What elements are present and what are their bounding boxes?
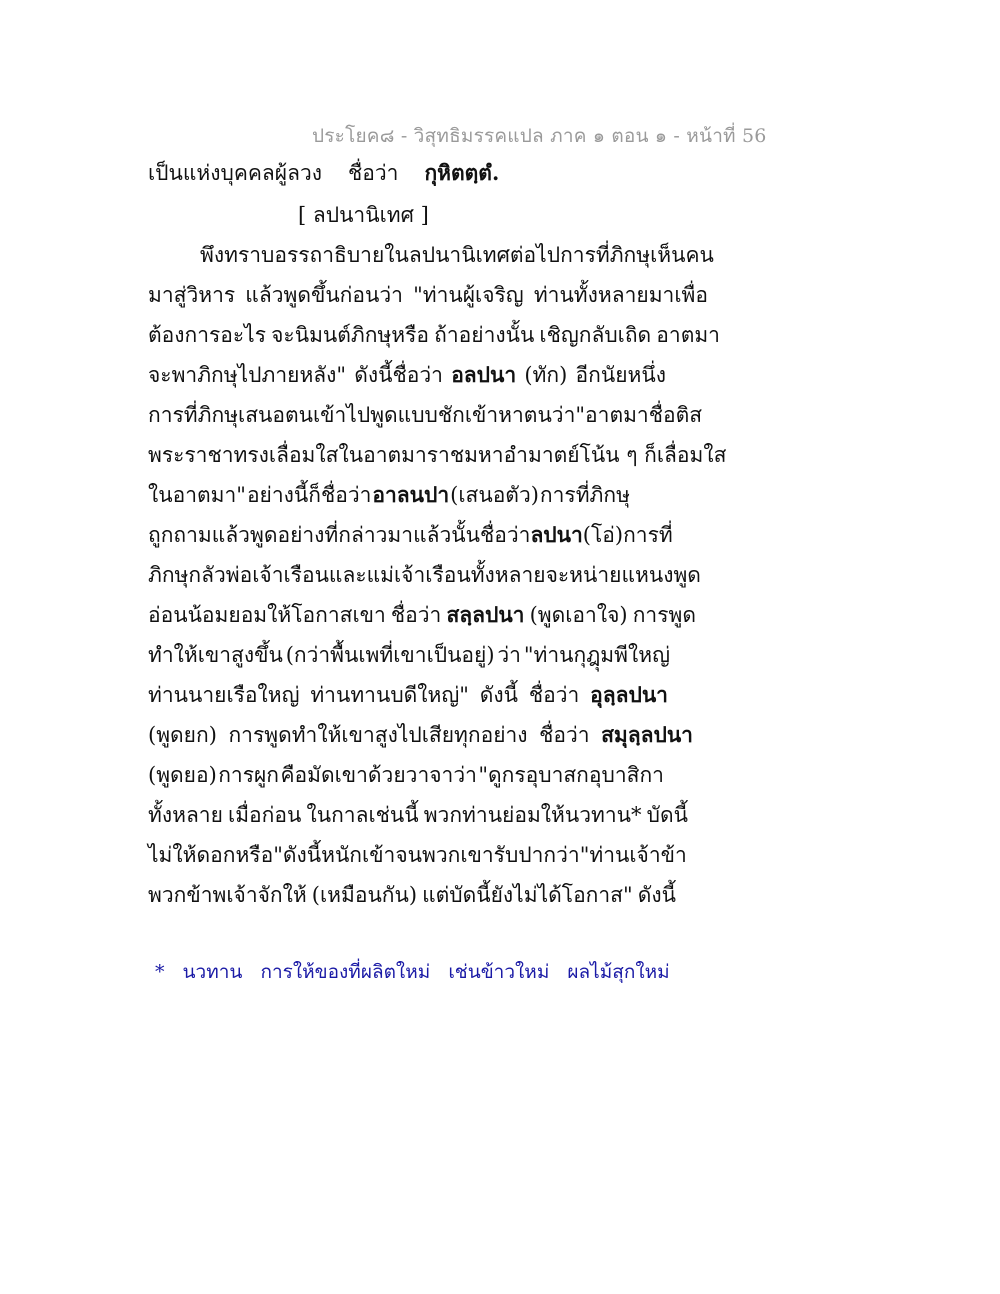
text-line [148,158,708,188]
text-segment: (โอ่) [582,523,624,547]
text-segment: พวกท่านย่อมให้นวทาน* [423,803,642,827]
text-segment: เชิญกลับเถิด [539,323,652,347]
text-segment: ชื่อว่า [528,683,580,707]
footnote [155,958,682,986]
bold-term: อลปนา [451,362,517,387]
text-segment: ถูกถามแล้วพูดอย่างที่กล่าวมาแล้วนั้น [148,523,480,547]
text-segment: (เสนอตัว) [450,483,539,507]
text-line [148,840,687,870]
text-line [148,320,720,350]
text-segment: มาสู่วิหาร [148,283,236,307]
text-segment: หนักเข้าจนพวกเขารับปากว่า [321,843,580,867]
text-segment: ดังนี้ [479,683,519,707]
text-segment: แต่บัดนี้ยังไม่ได้โอกาส" [422,883,633,907]
text-line [148,520,672,550]
text-segment: อย่างนี้ก็ชื่อว่า [246,483,372,507]
text-segment: ท่านทานบดีใหญ่" [310,683,469,707]
text-segment: ถ้าอย่างนั้น [434,323,535,347]
bold-term: สมุลฺลปนา [601,722,693,747]
text-segment: "ท่านเจ้าข้า [579,843,687,867]
text-segment: ดังนี้ชื่อว่า [354,363,443,387]
text-segment: จะนิมนต์ภิกษุหรือ [271,323,430,347]
text-line [148,440,727,470]
text-segment: ชื่อว่า [348,161,399,185]
text-segment: ว่า [497,643,521,667]
text-segment: การที่ [623,523,673,547]
section-title: [ ลปนานิเทศ ] [298,203,429,227]
text-segment: การที่ภิกษุ [539,483,630,507]
text-segment: ทำให้เขาสูงขึ้น [148,643,283,667]
running-header: ประโยค๘ - วิสุทธิมรรคแปล ภาค ๑ ตอน ๑ - หน้าที่ 56 [312,125,767,147]
text-segment: ภิกษุกลัวพ่อเจ้าเรือนและแม่เจ้าเรือนทั้งหลายจะหน่ายแหนง [148,563,674,587]
text-segment: พระราชาทรงเลื่อมใสในอาตมา [148,443,427,467]
bold-term: อาลนปา [372,482,450,507]
text-segment: อ่อนน้อมยอมให้โอกาสเขา [148,603,386,627]
text-line [148,680,668,710]
text-segment: คือมัดเขาด้วยวาจาว่า [280,763,477,787]
footnote-marker: * [155,961,165,983]
text-line [148,640,670,670]
text-segment: (พูดยก) [148,723,217,747]
text-segment: ราชมหาอำมาตย์โน้น ๆ ก็เลื่อมใส [426,443,727,467]
bold-term: สลฺลปนา [446,602,525,627]
text-segment: ท่านนายเรือใหญ่ [148,683,300,707]
text-segment: การผูก [218,763,280,787]
text-segment: อีกนัยหนึ่ง [575,363,666,387]
text-segment: (พูดยอ) [148,763,217,787]
text-segment: การพูด [632,603,696,627]
text-segment: ในอาตมา" [148,483,246,507]
text-segment: ในกาลเช่นนี้ [306,803,419,827]
text-segment: ดังนี้ [637,883,676,907]
text-line [200,240,714,270]
text-segment: (เหมือนกัน) [311,883,418,907]
text-line [148,800,688,830]
text-segment: ดังนี้ [282,843,322,867]
text-segment: "ดูกรอุบาสกอุบาสิกา [478,763,664,787]
text-segment: การที่ภิกษุเสนอตนเข้าไป [148,403,371,427]
text-line [148,360,666,390]
text-segment: การที่ภิกษุเห็นคน [560,243,714,267]
text-segment: พวกข้าพเจ้าจักให้ [148,883,307,907]
text-segment: ต้องการอะไร [148,323,267,347]
text-segment: การพูดทำให้เขาสูงไปเสียทุกอย่าง [228,723,528,747]
text-line [148,880,676,910]
text-segment: ไม่ให้ดอกหรือ" [148,843,283,867]
text-segment: ทั้งหลาย [148,803,223,827]
footnote-text: ผลไม้สุกใหม่ [567,961,670,983]
text-line [148,600,696,630]
text-segment: อาตมา [656,323,720,347]
text-segment: พึงทราบอรรถาธิบายในลปนานิเทศต่อไป [200,243,561,267]
text-segment: แล้วพูดขึ้นก่อนว่า [245,283,403,307]
text-segment: จะพาภิกษุไปภายหลัง" [148,363,347,387]
text-line [148,760,664,790]
text-line [148,280,708,310]
text-line [148,480,630,510]
bold-term: ลปนา [530,522,583,547]
text-segment: พูด [673,563,701,587]
text-line [148,720,693,750]
text-segment: "ท่านกุฎุมพีใหญ่ [523,643,670,667]
text-segment: ท่านทั้งหลายมาเพื่อ [533,283,708,307]
text-segment: "ท่านผู้เจริญ [413,283,524,307]
text-line [148,400,703,430]
footnote-text: การให้ของที่ผลิตใหม่ [260,961,431,983]
text-segment: (พูดเอาใจ) [529,603,628,627]
text-segment: "อาตมาชื่อติส [575,403,703,427]
text-segment: พูดแบบชักเข้าหาตนว่า [370,403,576,427]
text-segment: เมื่อก่อน [228,803,302,827]
text-segment: ชื่อว่า [390,603,442,627]
text-segment: ชื่อว่า [479,523,531,547]
text-segment: ชื่อว่า [539,723,590,747]
text-segment: (กว่าพื้นเพที่เขาเป็นอยู่) [285,643,495,667]
bold-term: อุลฺลปนา [590,682,668,707]
text-segment: เป็นแห่งบุคคลผู้ลวง [148,161,323,185]
footnote-text: เช่นข้าวใหม่ [448,961,550,983]
text-line [148,560,701,590]
text-segment: บัดนี้ [646,803,688,827]
footnote-term: นวทาน [182,961,243,983]
text-segment: (ทัก) [524,363,568,387]
bold-term: กุหิตตฺตํ. [424,160,500,185]
